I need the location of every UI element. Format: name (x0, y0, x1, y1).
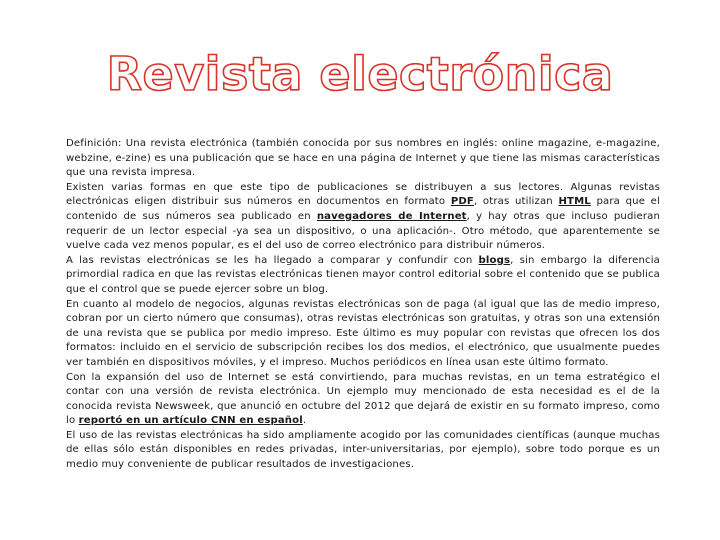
link-navegadores-de-internet[interactable]: navegadores de Internet (316, 210, 467, 222)
paragraph-text: . (302, 415, 307, 427)
link-blogs[interactable]: blogs (478, 254, 511, 266)
paragraph-text: para que el contenido de sus números sea publicado en (66, 196, 660, 222)
link-pdf[interactable]: PDF (450, 196, 474, 208)
paragraph-comunidades (66, 429, 660, 473)
paragraph-definicion (66, 137, 660, 181)
paragraph-text: , y hay otras que incluso pudieran requerir de un lector especial -ya sea un dispositivo, o una aplicación-. Otro método, que aparentemente se vuelve cada vez menos popular, es el del uso de correo electrónico para distribuir números. (66, 210, 661, 252)
link-html[interactable]: HTML (558, 196, 591, 208)
paragraph-text: , sin embargo la diferencia primordial radica en que las revistas electrónicas tienen mayor control editorial sobre el contenido que se publica que el control que se puede ejercer sobre un blog. (66, 254, 660, 295)
paragraph-text: Con la expansión del uso de Internet se está convirtiendo, para muchas revistas, en un tema estratégico el contar con una versión de revista electrónica. Un ejemplo muy mencionado de esta necesidad es el de la conocida revista Newsweek, que anunció en octubre del 2012 que dejará de existir en su formato impreso, como lo (66, 371, 660, 427)
paragraph-text: El uso de las revistas electrónicas ha sido ampliamente acogido por las comunidades científicas (aunque muchas de ellas sólo están disponibles en redes privadas, inter-universitarias, por ejemplo), sobre todo porque es un medio muy conveniente de publicar resultados de investigaciones. (66, 429, 660, 471)
link-reportó-en-un-artículo-cnn-en-español[interactable]: reportó en un artículo CNN en español (78, 415, 303, 427)
paragraph-text: , otras utilizan (473, 196, 559, 208)
paragraph-text: Existen varias formas en que este tipo de publicaciones se distribuyen a sus lectores. Algunas revistas electrónicas eligen distribuir sus números en documentos en formato (66, 181, 660, 208)
paragraph-text: En cuanto al modelo de negocios, algunas revistas electrónicas son de paga (al igual que las de medio impreso, cobran por un cierto número que consumas), otras revistas electrónicas son gratuitas, y otras son una extensión de una revista que se publica por medio impreso. Este último es muy popular con revistas que ofrecen los dos formatos: incluido en el servicio de subscripción recibes los dos medios, el electrónico, que usualmente puedes ver también en dispositivos móviles, y el impreso. Muchos periódicos en línea usan este último formato. (66, 298, 660, 368)
paragraph-blogs (66, 254, 660, 298)
paragraph-expansion (66, 371, 660, 429)
paragraph-text: A las revistas electrónicas se les ha llegado a comparar y confundir con (66, 254, 479, 266)
paragraph-formas (66, 181, 660, 254)
article-body (66, 137, 660, 473)
page-title: Revista electrónica (106, 47, 614, 101)
paragraph-negocios (66, 298, 660, 371)
paragraph-text: Definición: Una revista electrónica (también conocida por sus nombres en inglés: online magazine, e-magazine, webzine, e-zine) es una publicación que se hace en una página de Internet y que tiene las mismas características que una revista impresa. (66, 138, 660, 179)
